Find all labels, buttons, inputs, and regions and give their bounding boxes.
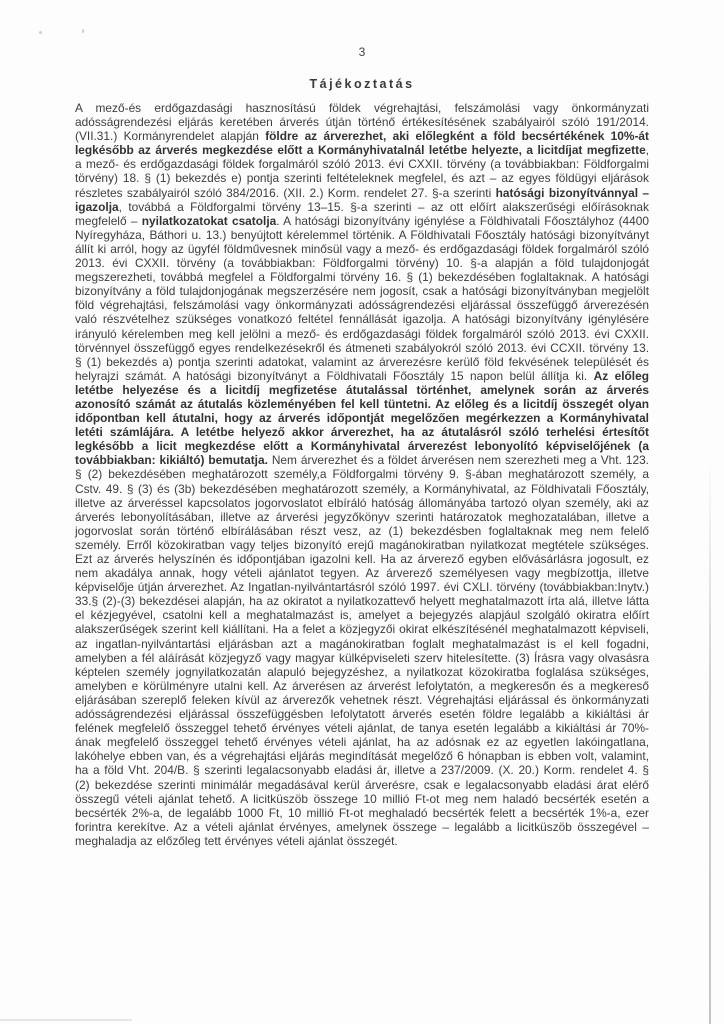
body-text-segment: , a mező- és erdőgazdasági földek forgalmáról szóló 2013. évi CXXII. törvény (a továbbiakban: Földforgalmi törvény) 18. § (1) bekezdés e) pontja szerinti feltételeknek megfelel, és azt – az egyes földügyi eljárások részletes szabályairól szóló 384/2016. (XII. 2.) Korm. rendelet 27. §-a szerinti (75, 143, 649, 200)
body-text-segment: . A hatósági bizonyítvány igénylése a Földhivatali Főosztályhoz (4400 Nyíregyháza, Báthori u. 13.) benyújtott kérelemmel történik. A Földhivatali Főosztály hatósági bizonyítványt állít ki arról, hogy az ügyfél földművesnek minősül vagy a mező- és erdőgazdasági földek forgalmáról szóló 2013. évi CXXII. törvény (a továbbiakban: Földforgalmi törvény) 10. §-a alapján a föld tulajdonjogát megszerezheti, továbbá megfelel a Földforgalmi törvény 16. § (1) bekezdésében foglaltaknak. A hatósági bizonyítvány a föld tulajdonjogának megszerzésére nem jogosít, csak a hatósági bizonyítványban megjelölt föld végrehajtási, felszámolási vagy önkormányzati adósságrendezési eljárással összefüggő árverezésén való részvételhez szükséges vonatkozó feltétel fennállását igazolja. A hatósági bizonyítvány igénylésére irányuló kérelemben meg kell jelölni a mező- és erdőgazdasági földek forgalmáról szóló 2013. évi CXXII. törvénnyel összefüggő egyes rendelkezésekről és átmeneti szabályokról szóló 2013. évi CCXII. törvény 13. § (1) bekezdés a) pontja szerinti adatokat, valamint az árverezésre kerülő föld fekvésének települését és helyrajzi számát. A hatósági bizonyítványt a Földhivatali Főosztály 15 napon belül állítja ki. (75, 213, 650, 383)
body-bold-segment: földre az árverezhet, aki előlegként a föld becsértékének 10%-át legkésőbb az árverés megkezdése előtt a Kormányhivatalnál letétbe helyezte, a licitdíjat megfizette (75, 129, 649, 158)
body-bold-segment: hatósági bizonyítvánnyal – igazolja (75, 185, 649, 214)
page-number: 3 (358, 45, 366, 59)
body-text-segment: A mező-és erdőgazdasági hasznosítású földek végrehajtási, felszámolási vagy önkormányzati adósságrendezési eljárás keretében árverés útján történő értékesítésének szabályairól szóló 191/2014. (VII.31.) Kormányrendelet alapján (75, 101, 649, 144)
body-bold-segment: Az előleg letétbe helyezése és a licitdíj megfizetése átutalással történhet, amelynek során az árverés azonosító számát az átutalás közleményében fel kell tüntetni. Az előleg és a licitdíj összegét olyan időpontban kell átutalni, hogy az árverés időpontját megelőzően megérkezzen a Kormányhivatal letéti számlájára. A letétbe helyező akkor árverezhet, ha az átutalásról szóló terhelési értesítőt legkésőbb a licit megkezdése előtt a Kormányhivatal árverezést lebonyolító képviselőjének (a továbbiakban: kikiáltó) bemutatja. (75, 368, 649, 468)
scan-bottom-line (0, 1019, 132, 1021)
page-title: Tájékoztatás (309, 77, 415, 91)
scan-speck (82, 29, 84, 33)
body-text-segment: , továbbá a Földforgalmi törvény 13–15. §-a szerinti – az ott előírt alakszerűségi előírásoknak megfelelő – (75, 199, 649, 228)
body-paragraph (75, 101, 649, 848)
body-text-segment: Nem árverezhet és a földet árverésen nem szerezheti meg a Vht. 123. § (2) bekezdésében meghatározott személy,a Földforgalmi törvény 9. §-ában meghatározott személy, a Cstv. 49. § (3) és (3b) bekezdésében meghatározott személy, a Kormányhivatal, az Földhivatali Főosztály, illetve az árveréssel kapcsolatos jogorvoslatot elbíráló hatóság állományába tartozó olyan személy, aki az árverés lebonyolításában, illetve az árverési jegyzőkönyv szerinti határozatok meghozatalában, illetve a jogorvoslat során történő elbírálásában részt vesz, az (1) bekezdésben foglaltaknak meg nem felelő személy. Erről közokiratban vagy teljes bizonyító erejű magánokiratban nyilatkozat megtétele szükséges. Ezt az árverés helyszínén és időpontjában igazolni kell. Ha az árverező egyben elővásárlásra jogosult, ez nem akadálya annak, hogy vételi ajánlatot tegyen. Az árverező személyesen vagy megbízottja, illetve képviselője útján árverezhet. Az Ingatlan-nyilvántartásról szóló 1997. évi CXLI. törvény (továbbiakban:Inytv.) 33.§ (2)-(3) bekezdései alapján, ha az okiratot a nyilatkozattevő helyett meghatalmazott írta alá, illetve látta el kézjegyével, csatolni kell a meghatalmazást is, amelyet a bejegyzés alapjául szolgáló okiratra előírt alakszerűségek szerint kell kiállítani. Ha a felet a közjegyzői okirat elkészítésénél meghatalmazott képviseli, az ingatlan-nyilvántartási eljárásban azt a magánokiratban foglalt meghatalmazást is el kell fogadni, amelyben a fél aláírását közjegyző vagy magyar külképviseleti szerv hitelesítette. (3) Írásra vagy olvasásra képtelen személy jognyilatkozatán alapuló bejegyzéshez, a nyilatkozat közokiratba foglalása szükséges, amelyben e körülményre utalni kell. Az árverésen az árverést lefolytatón, a megkeresőn és a megkereső eljárásában szereplő feleken kívül az árverezők vehetnek részt. Végrehajtási eljárással és önkormányzati adósságrendezési eljárással összefüggésben lefolytatott árverés esetén földre legalább a kikiáltási ár felének megfelelő összeggel tehető érvényes vételi ajánlat, de tanya esetén legalább a kikiáltási ár 70%-ának megfelelő összeggel tehető érvényes vételi ajánlat, ha az adósnak ez az egyetlen lakóingatlana, lakóhelye ebben van, és a végrehajtási eljárás megindítását megelőző 6 hónapban is ebben volt, valamint, ha a föld Vht. 204/B. § szerinti legalacsonyabb eladási ár, illetve a 237/2009. (X. 20.) Korm. rendelet 4. § (2) bekezdése szerinti minimálár megadásával kerül árverésre, csak e legalacsonyabb eladási árat elérő összegű vételi ajánlat tehető. A licitküszöb összege 10 millió Ft-ot meg nem haladó becsérték esetén a becsérték 2%-a, de legalább 1000 Ft, 10 millió Ft-ot meghaladó becsérték felett a becsérték 1%-a, ezer forintra kerekítve. Az a vételi ajánlat érvényes, amelynek összege – legalább a licitküszöb összegével – meghaladja az előzőleg tett érvényes vételi ajánlat összegét. (75, 453, 649, 848)
body-bold-segment: nyilatkozatokat csatolja (141, 213, 277, 228)
scan-speck (39, 31, 42, 34)
scan-edge-line (709, 455, 711, 1024)
